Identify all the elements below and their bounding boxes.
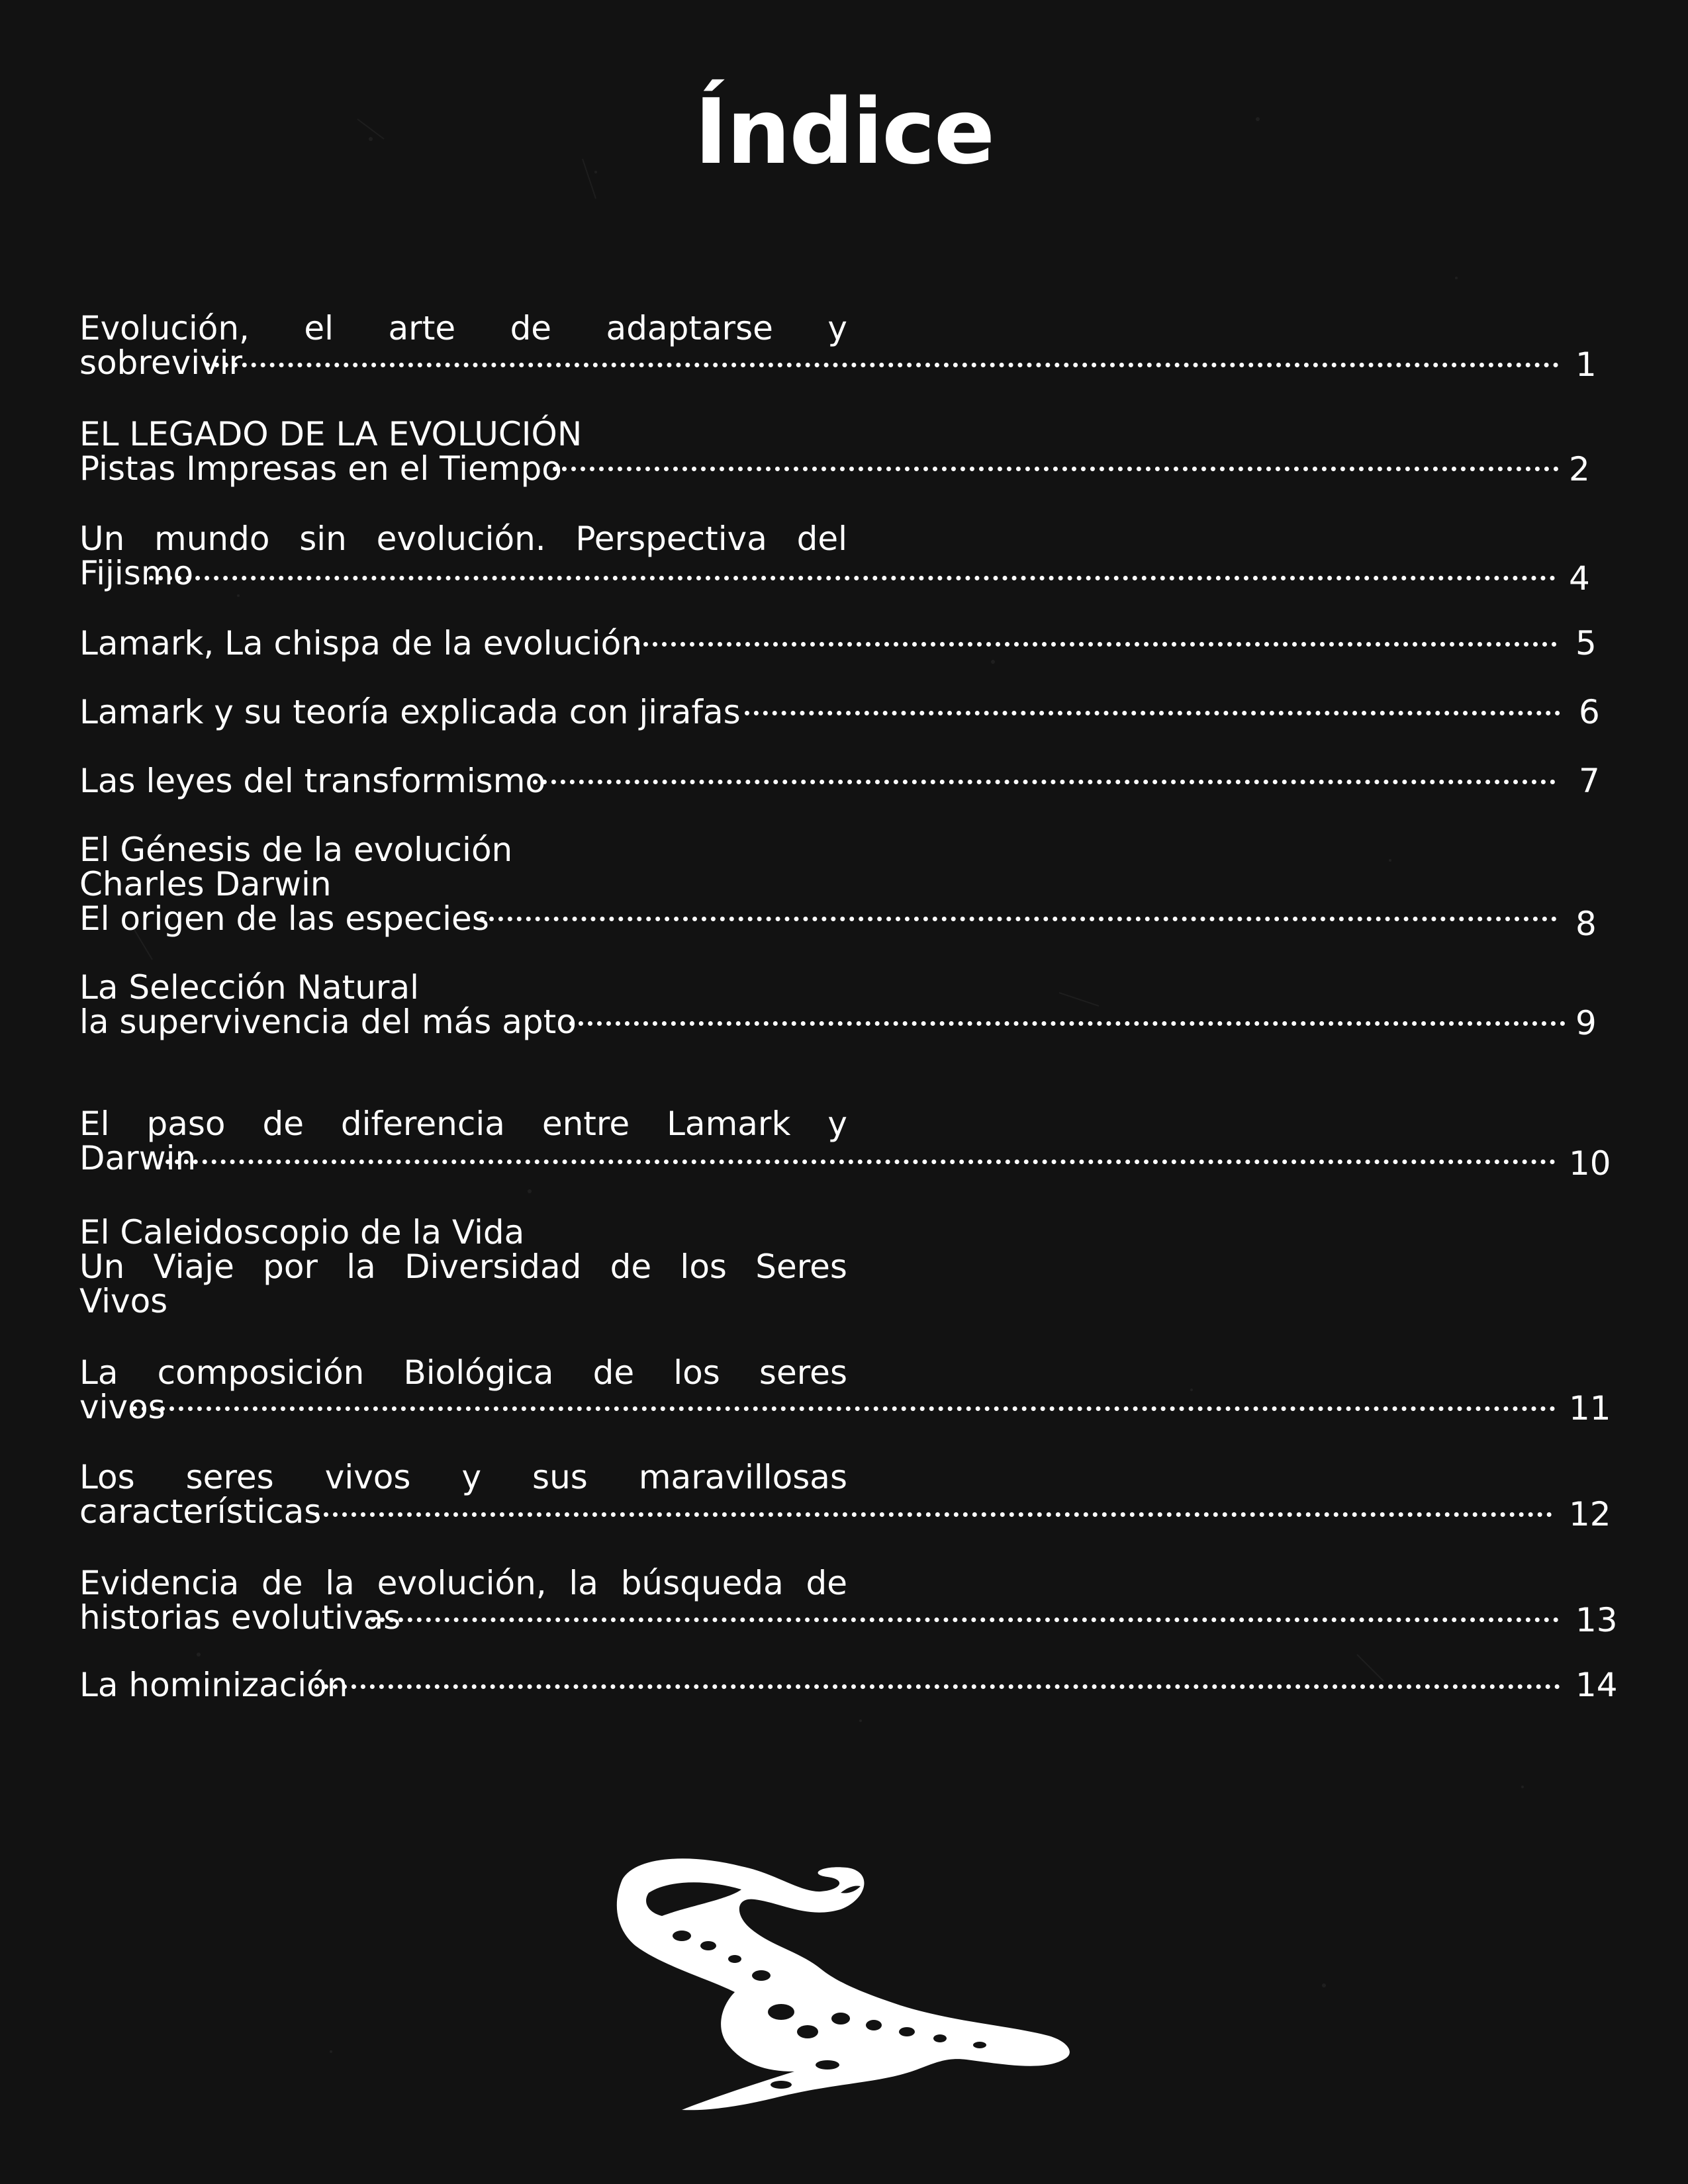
page-title: Índice [694, 80, 994, 185]
toc-entry-line: El Génesis de la evolución [79, 831, 513, 869]
toc-dot-leader [745, 711, 1560, 715]
toc-dot-leader [132, 1406, 1556, 1411]
toc-entry-line: Lamark y su teoría explicada con jirafas [79, 693, 741, 731]
toc-dot-leader [149, 576, 1556, 580]
toc-entry-line: Evidencia de la evolución, la búsqueda de [79, 1564, 847, 1602]
toc-page-number: 14 [1575, 1666, 1618, 1704]
toc-entry-line: Charles Darwin [79, 865, 332, 903]
toc-page-number: 9 [1575, 1004, 1597, 1042]
toc-page-number: 12 [1569, 1495, 1611, 1533]
toc-page-number: 5 [1575, 624, 1597, 662]
toc-entry-line: El origen de las especies [79, 899, 489, 938]
toc-page-number: 8 [1575, 905, 1597, 943]
toc-dot-leader [553, 467, 1559, 471]
toc-entry[interactable] [79, 764, 1622, 805]
toc-entry-line: El paso de diferencia entre Lamark y [79, 1105, 847, 1143]
toc-page-number: 1 [1575, 345, 1597, 384]
toc-entry[interactable] [79, 1566, 1622, 1641]
toc-page-number: 2 [1569, 450, 1590, 488]
toc-entry-line: Pistas Impresas en el Tiempo [79, 449, 562, 488]
toc-entry[interactable] [79, 1460, 1622, 1535]
toc-page-number: 7 [1579, 762, 1600, 800]
toc-entry-title [79, 417, 847, 486]
toc-dot-leader [533, 780, 1556, 784]
toc-entry-title [79, 970, 847, 1039]
toc-page-number: 10 [1569, 1144, 1611, 1183]
toc-entry[interactable] [79, 1107, 1622, 1182]
toc-entry[interactable] [79, 1215, 1622, 1325]
toc-dot-leader [314, 1684, 1560, 1689]
toc-dot-leader [569, 1021, 1566, 1026]
toc-entry-line: características [79, 1492, 322, 1531]
toc-entry-line: El Caleidoscopio de la Vida [79, 1213, 525, 1251]
toc-entry-line: Un Viaje por la Diversidad de los Seres [79, 1248, 847, 1286]
toc-entry-line: historias evolutivas [79, 1598, 401, 1637]
toc-entry-line: Las leyes del transformismo [79, 762, 546, 800]
toc-dot-leader [314, 1512, 1552, 1517]
toc-entry[interactable] [79, 311, 1622, 387]
toc-entry-line: Darwin [79, 1139, 197, 1177]
toc-entry-title [79, 1215, 847, 1318]
crocodile-illustration [609, 1853, 1079, 2111]
toc-entry[interactable] [79, 417, 1622, 492]
toc-dot-leader [634, 642, 1557, 647]
toc-page-number: 6 [1579, 693, 1600, 731]
toc-entry-title [79, 1566, 847, 1635]
toc-entry-line: EL LEGADO DE LA EVOLUCIÓN [79, 415, 583, 453]
toc-dot-leader [165, 1160, 1556, 1164]
toc-entry[interactable] [79, 1355, 1622, 1431]
toc-dot-leader [480, 917, 1557, 921]
toc-entry-line: sobrevivir [79, 343, 243, 382]
toc-page-number: 13 [1575, 1601, 1618, 1639]
toc-entry[interactable] [79, 833, 1622, 942]
toc-entry-line: Vivos [79, 1282, 168, 1320]
toc-page-number: 4 [1569, 559, 1590, 598]
toc-entry-title [79, 695, 847, 729]
toc-entry-line: Los seres vivos y sus maravillosas [79, 1458, 847, 1496]
toc-entry-line: La composición Biológica de los seres [79, 1353, 847, 1392]
toc-entry[interactable] [79, 695, 1622, 736]
toc-entry-line: La Selección Natural [79, 968, 420, 1007]
toc-entry[interactable] [79, 626, 1622, 667]
toc-entry-line: vivos [79, 1388, 165, 1426]
toc-entry-line: Fijismo [79, 554, 194, 592]
toc-entry-title [79, 1355, 847, 1424]
toc-entry-line: la supervivencia del más apto [79, 1003, 577, 1041]
toc-dot-leader [205, 363, 1559, 367]
toc-entry-line: Un mundo sin evolución. Perspectiva del [79, 520, 847, 558]
toc-entry-title [79, 1107, 847, 1175]
toc-page-number: 11 [1569, 1389, 1611, 1428]
toc-dot-leader [371, 1617, 1559, 1622]
toc-entry[interactable] [79, 970, 1622, 1046]
toc-entry-title [79, 311, 847, 380]
toc-entry[interactable] [79, 522, 1622, 597]
toc-entry-line: Evolución, el arte de adaptarse y [79, 309, 847, 347]
toc-entry-line: Lamark, La chispa de la evolución [79, 624, 642, 662]
toc-entry-line: La hominización [79, 1666, 348, 1704]
toc-entry-title [79, 1460, 847, 1529]
